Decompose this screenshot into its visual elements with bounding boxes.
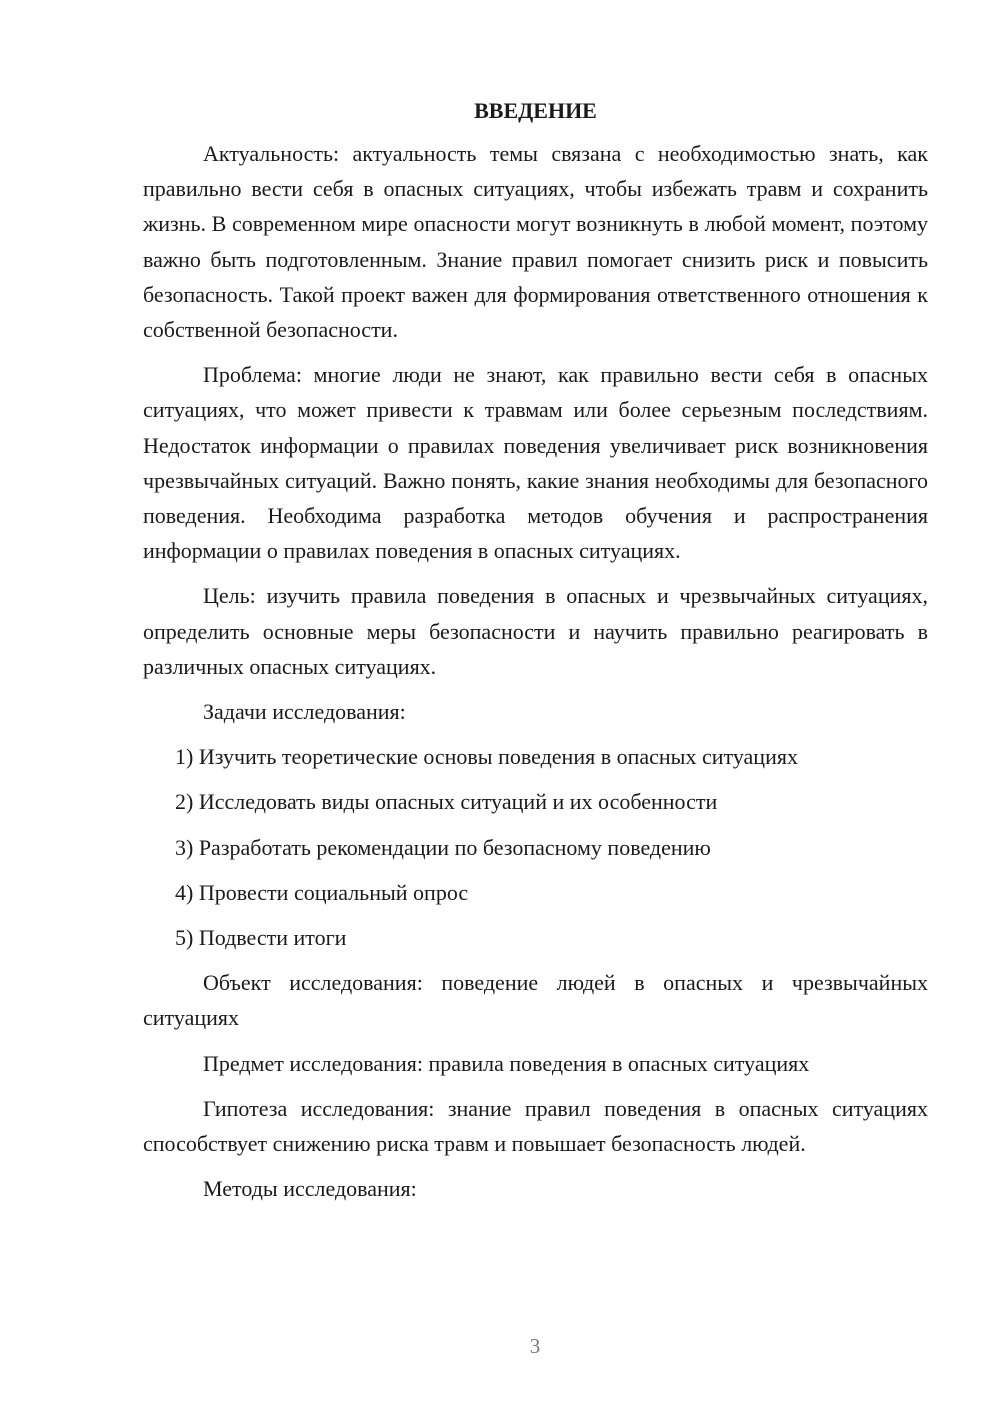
task-item: 3) Разработать рекомендации по безопасному поведению: [175, 834, 711, 860]
page-number: 3: [529, 1334, 541, 1358]
problem-paragraph: Проблема: многие люди не знают, как правильно вести себя в опасных ситуациях, что может привести к травмам или более серьезным последствиям. Недостаток информации о правилах поведения увеличивает риск возникновения чрезвычайных ситуаций. Важно понять, какие знания необходимы для безопасного поведения. Необходима разработка методов обучения и распространения информации о правилах поведения в опасных ситуациях.: [143, 362, 928, 564]
task-item: 5) Подвести итоги: [175, 925, 347, 951]
task-item: 4) Провести социальный опрос: [175, 879, 469, 905]
goal-paragraph: Цель: изучить правила поведения в опасных и чрезвычайных ситуациях, определить основные меры безопасности и научить правильно реагировать в различных опасных ситуациях.: [143, 583, 928, 679]
relevance-paragraph: Актуальность: актуальность темы связана с необходимостью знать, как правильно вести себя в опасных ситуациях, чтобы избежать травм и сохранить жизнь. В современном мире опасности могут возникнуть в любой момент, поэтому важно быть подготовленным. Знание правил помогает снизить риск и повысить безопасность. Такой проект важен для формирования ответственного отношения к собственной безопасности.: [143, 141, 928, 343]
tasks-list: [143, 739, 928, 955]
page-title: ВВЕДЕНИЕ: [474, 98, 597, 123]
object-paragraph: Объект исследования: поведение людей в опасных и чрезвычайных ситуациях: [143, 970, 928, 1031]
task-item: 2) Исследовать виды опасных ситуаций и их особенности: [175, 789, 718, 815]
hypothesis-paragraph: Гипотеза исследования: знание правил поведения в опасных ситуациях способствует снижению риска травм и повышает безопасность людей.: [143, 1095, 928, 1157]
subject-paragraph: Предмет исследования: правила поведения в опасных ситуациях: [203, 1050, 810, 1076]
methods-heading: Методы исследования:: [203, 1176, 417, 1202]
task-item: 1) Изучить теоретические основы поведения в опасных ситуациях: [175, 744, 798, 770]
document-page: [143, 96, 928, 1216]
tasks-heading: Задачи исследования:: [203, 699, 406, 725]
